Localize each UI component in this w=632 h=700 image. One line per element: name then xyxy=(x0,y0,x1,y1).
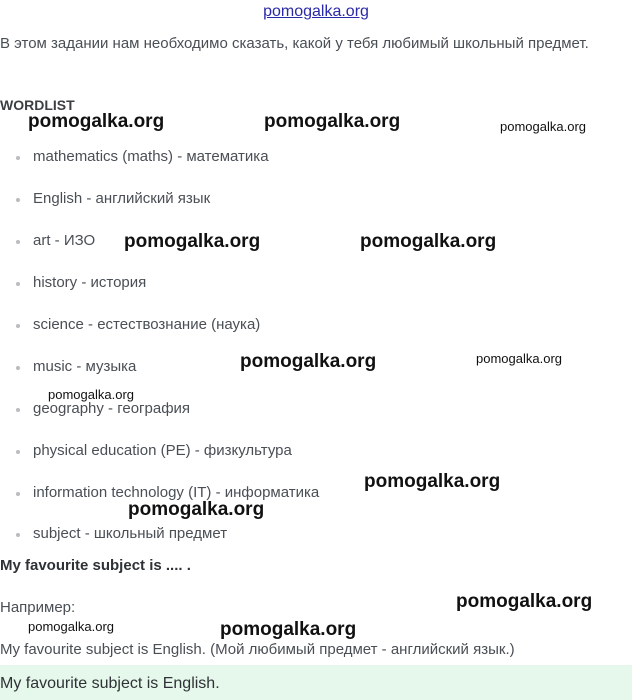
bullet-icon xyxy=(16,156,20,160)
favourite-template: My favourite subject is .... . xyxy=(0,557,191,574)
watermark: pomogalka.org xyxy=(456,591,593,612)
bullet-icon xyxy=(16,450,20,454)
watermark: pomogalka.org xyxy=(124,231,261,252)
watermark: pomogalka.org xyxy=(240,351,377,372)
intro-paragraph: В этом задании нам необходимо сказать, какой у тебя любимый школьный предмет. xyxy=(0,35,589,52)
bullet-icon xyxy=(16,533,20,537)
watermark: pomogalka.org xyxy=(28,111,165,132)
wordlist-item: mathematics (maths) - математика xyxy=(33,148,269,165)
watermark: pomogalka.org xyxy=(28,619,114,634)
answer-text: My favourite subject is English. xyxy=(0,675,220,692)
bullet-icon xyxy=(16,198,20,202)
watermark: pomogalka.org xyxy=(360,231,497,252)
watermark: pomogalka.org xyxy=(48,387,134,402)
watermark: pomogalka.org xyxy=(500,119,586,134)
wordlist-item: science - естествознание (наука) xyxy=(33,316,261,333)
wordlist-item: physical education (PE) - физкультура xyxy=(33,442,292,459)
site-watermark-header[interactable]: pomogalka.org xyxy=(263,3,369,20)
watermark: pomogalka.org xyxy=(364,471,501,492)
watermark: pomogalka.org xyxy=(128,499,265,520)
watermark: pomogalka.org xyxy=(264,111,401,132)
bullet-icon xyxy=(16,408,20,412)
wordlist-item: music - музыка xyxy=(33,358,137,375)
bullet-icon xyxy=(16,240,20,244)
watermark: pomogalka.org xyxy=(476,351,562,366)
wordlist-item: English - английский язык xyxy=(33,190,211,207)
wordlist-item: history - история xyxy=(33,274,147,291)
bullet-icon xyxy=(16,324,20,328)
example-text: My favourite subject is English. (Мой любимый предмет - английский язык.) xyxy=(0,641,515,658)
wordlist-item: information technology (IT) - информатика xyxy=(33,484,320,501)
watermark: pomogalka.org xyxy=(220,619,357,640)
bullet-icon xyxy=(16,492,20,496)
bullet-icon xyxy=(16,282,20,286)
wordlist-item: subject - школьный предмет xyxy=(33,525,228,542)
wordlist-item: geography - география xyxy=(33,400,191,417)
wordlist-item: art - ИЗО xyxy=(33,232,96,249)
wordlist-heading: WORDLIST xyxy=(0,97,75,113)
example-label: Например: xyxy=(0,599,76,616)
bullet-icon xyxy=(16,366,20,370)
